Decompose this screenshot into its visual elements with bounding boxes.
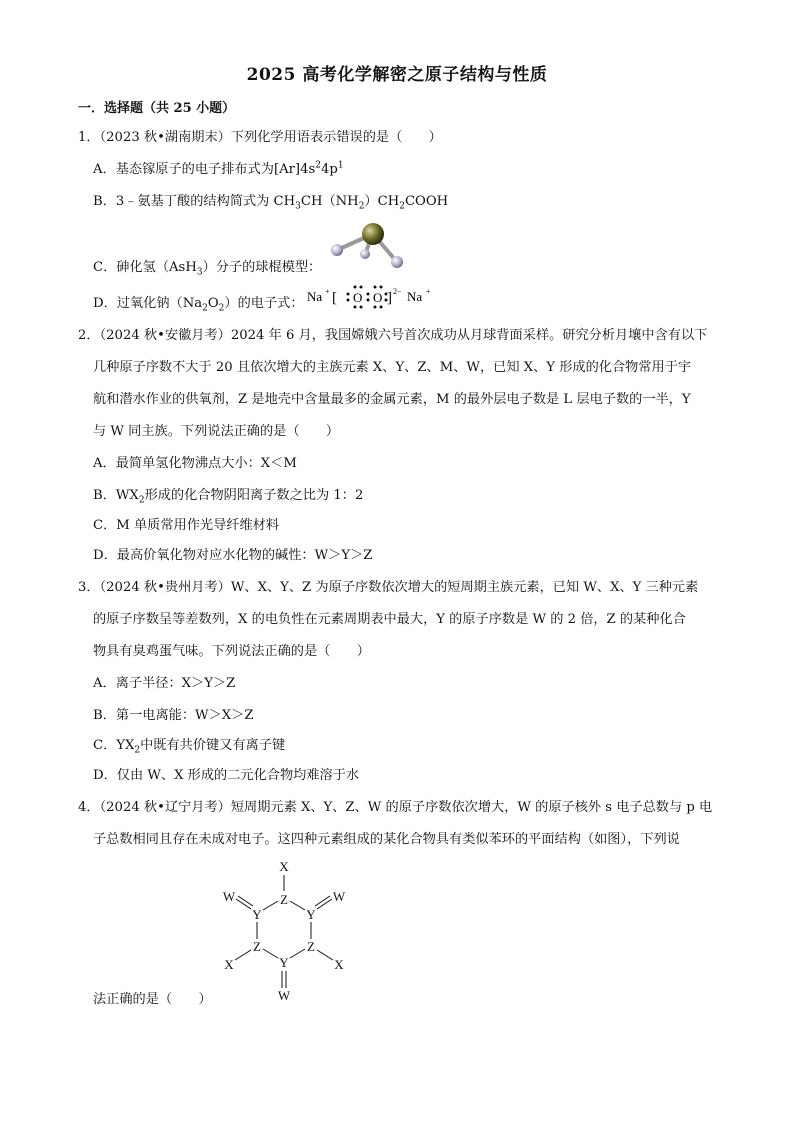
svg-text:W: W bbox=[277, 988, 291, 1003]
svg-text:Z: Z bbox=[280, 892, 288, 907]
section-heading: 一．选择题（共 25 小题） bbox=[78, 101, 236, 116]
formula-o-2: O bbox=[373, 290, 383, 305]
question-2-option-c: C．M 单质常用作光导纤维材料 bbox=[93, 518, 280, 533]
question-2-line-4: 与 W 同主族。下列说法正确的是（ ） bbox=[93, 424, 340, 439]
formula-na-left: Na bbox=[307, 289, 323, 304]
svg-text:Z: Z bbox=[307, 939, 315, 954]
page-title: 2025 高考化学解密之原子结构与性质 bbox=[246, 65, 548, 85]
question-3-option-d: D．仅由 W、X 形成的二元化合物均难溶于水 bbox=[93, 768, 360, 783]
svg-text:Z: Z bbox=[253, 939, 261, 954]
formula-plus-right: + bbox=[426, 287, 431, 296]
svg-text:]: ] bbox=[387, 290, 392, 306]
question-2-option-a: A．最简单氢化物沸点大小：X＜M bbox=[93, 456, 297, 471]
question-4-line-2: 子总数相同且存在未成对电子。这四种元素组成的某化合物具有类似苯环的平面结构（如图），下列说 bbox=[93, 832, 680, 847]
ring-structure-diagram bbox=[215, 855, 365, 1005]
question-2-line-2: 几种原子序数不大于 20 且依次增大的主族元素 X、Y、Z、M、W，已知 X、Y 形成的化合物常用于宇 bbox=[93, 360, 692, 375]
svg-text:X: X bbox=[334, 957, 344, 972]
question-1-option-a: A．基态镓原子的电子排布式为$[Ar]4s^24p^1$ bbox=[93, 160, 344, 177]
question-4-line-1: 4．（2024 秋•辽宁月考）短周期元素 X、Y、Z、W 的原子序数依次增大，W 的原子核外 s 电子总数与 p 电 bbox=[78, 800, 713, 815]
question-2-line-3: 航和潜水作业的供氧剂，Z 是地壳中含量最多的金属元素，M 的最外层电子数是 L 层电子数的一半，Y bbox=[93, 392, 691, 407]
formula-o-1: O bbox=[353, 290, 363, 305]
question-1-option-c: C．砷化氢（AsH$_3$）分子的球棍模型： bbox=[93, 260, 322, 278]
question-3-line-1: 3．（2024 秋•贵州月考）W、X、Y、Z 为原子序数依次增大的短周期主族元素，已知 W、X、Y 三种元素 bbox=[78, 580, 699, 595]
svg-text:W: W bbox=[222, 889, 236, 904]
svg-text:Y: Y bbox=[252, 907, 262, 922]
svg-text:Y: Y bbox=[279, 955, 289, 970]
svg-text:Y: Y bbox=[306, 907, 316, 922]
question-1-stem: 1．（2023 秋•湖南期末）下列化学用语表示错误的是（ ） bbox=[78, 130, 442, 145]
question-1-option-d: D．过氧化钠$(Na_2O_2)$的电子式： bbox=[93, 296, 304, 314]
question-1-option-b: B．3﹣氨基丁酸的结构简式为 $CH_3CH(NH_2)CH_2COOH$ bbox=[93, 194, 449, 212]
formula-plus-left: + bbox=[325, 287, 330, 296]
question-3-option-b: B．第一电离能：W＞X＞Z bbox=[93, 708, 254, 723]
svg-text:X: X bbox=[279, 859, 289, 874]
formula-charge: 2− bbox=[393, 287, 402, 296]
question-3-line-3: 物具有臭鸡蛋气味。下列说法正确的是（ ） bbox=[93, 644, 370, 659]
na2o2-electron-formula bbox=[305, 282, 450, 314]
svg-text:X: X bbox=[224, 957, 234, 972]
question-3-line-2: 的原子序数呈等差数列，X 的电负性在元素周期表中最大，Y 的原子序数是 W 的 2 倍，Z 的某种化合 bbox=[93, 612, 686, 627]
question-3-option-c: C．$YX_2$中既有共价键又有离子键 bbox=[93, 738, 286, 756]
question-2-option-b: B．$WX_2$形成的化合物阴阳离子数之比为 1：2 bbox=[93, 488, 364, 506]
question-2-option-d: D．最高价氧化物对应水化物的碱性：W＞Y＞Z bbox=[93, 548, 373, 563]
ash3-ball-stick-model bbox=[325, 218, 415, 273]
question-4-line-3: 法正确的是（ ） bbox=[93, 992, 212, 1007]
formula-na-right: Na bbox=[407, 289, 423, 304]
question-2-line-1: 2．（2024 秋•安徽月考）2024 年 6 月，我国嫦娥六号首次成功从月球背面采样。研究分析月壤中含有以下 bbox=[78, 328, 708, 343]
question-3-option-a: A．离子半径：X＞Y＞Z bbox=[93, 676, 236, 691]
svg-text:W: W bbox=[332, 889, 346, 904]
svg-text:[: [ bbox=[332, 290, 337, 306]
